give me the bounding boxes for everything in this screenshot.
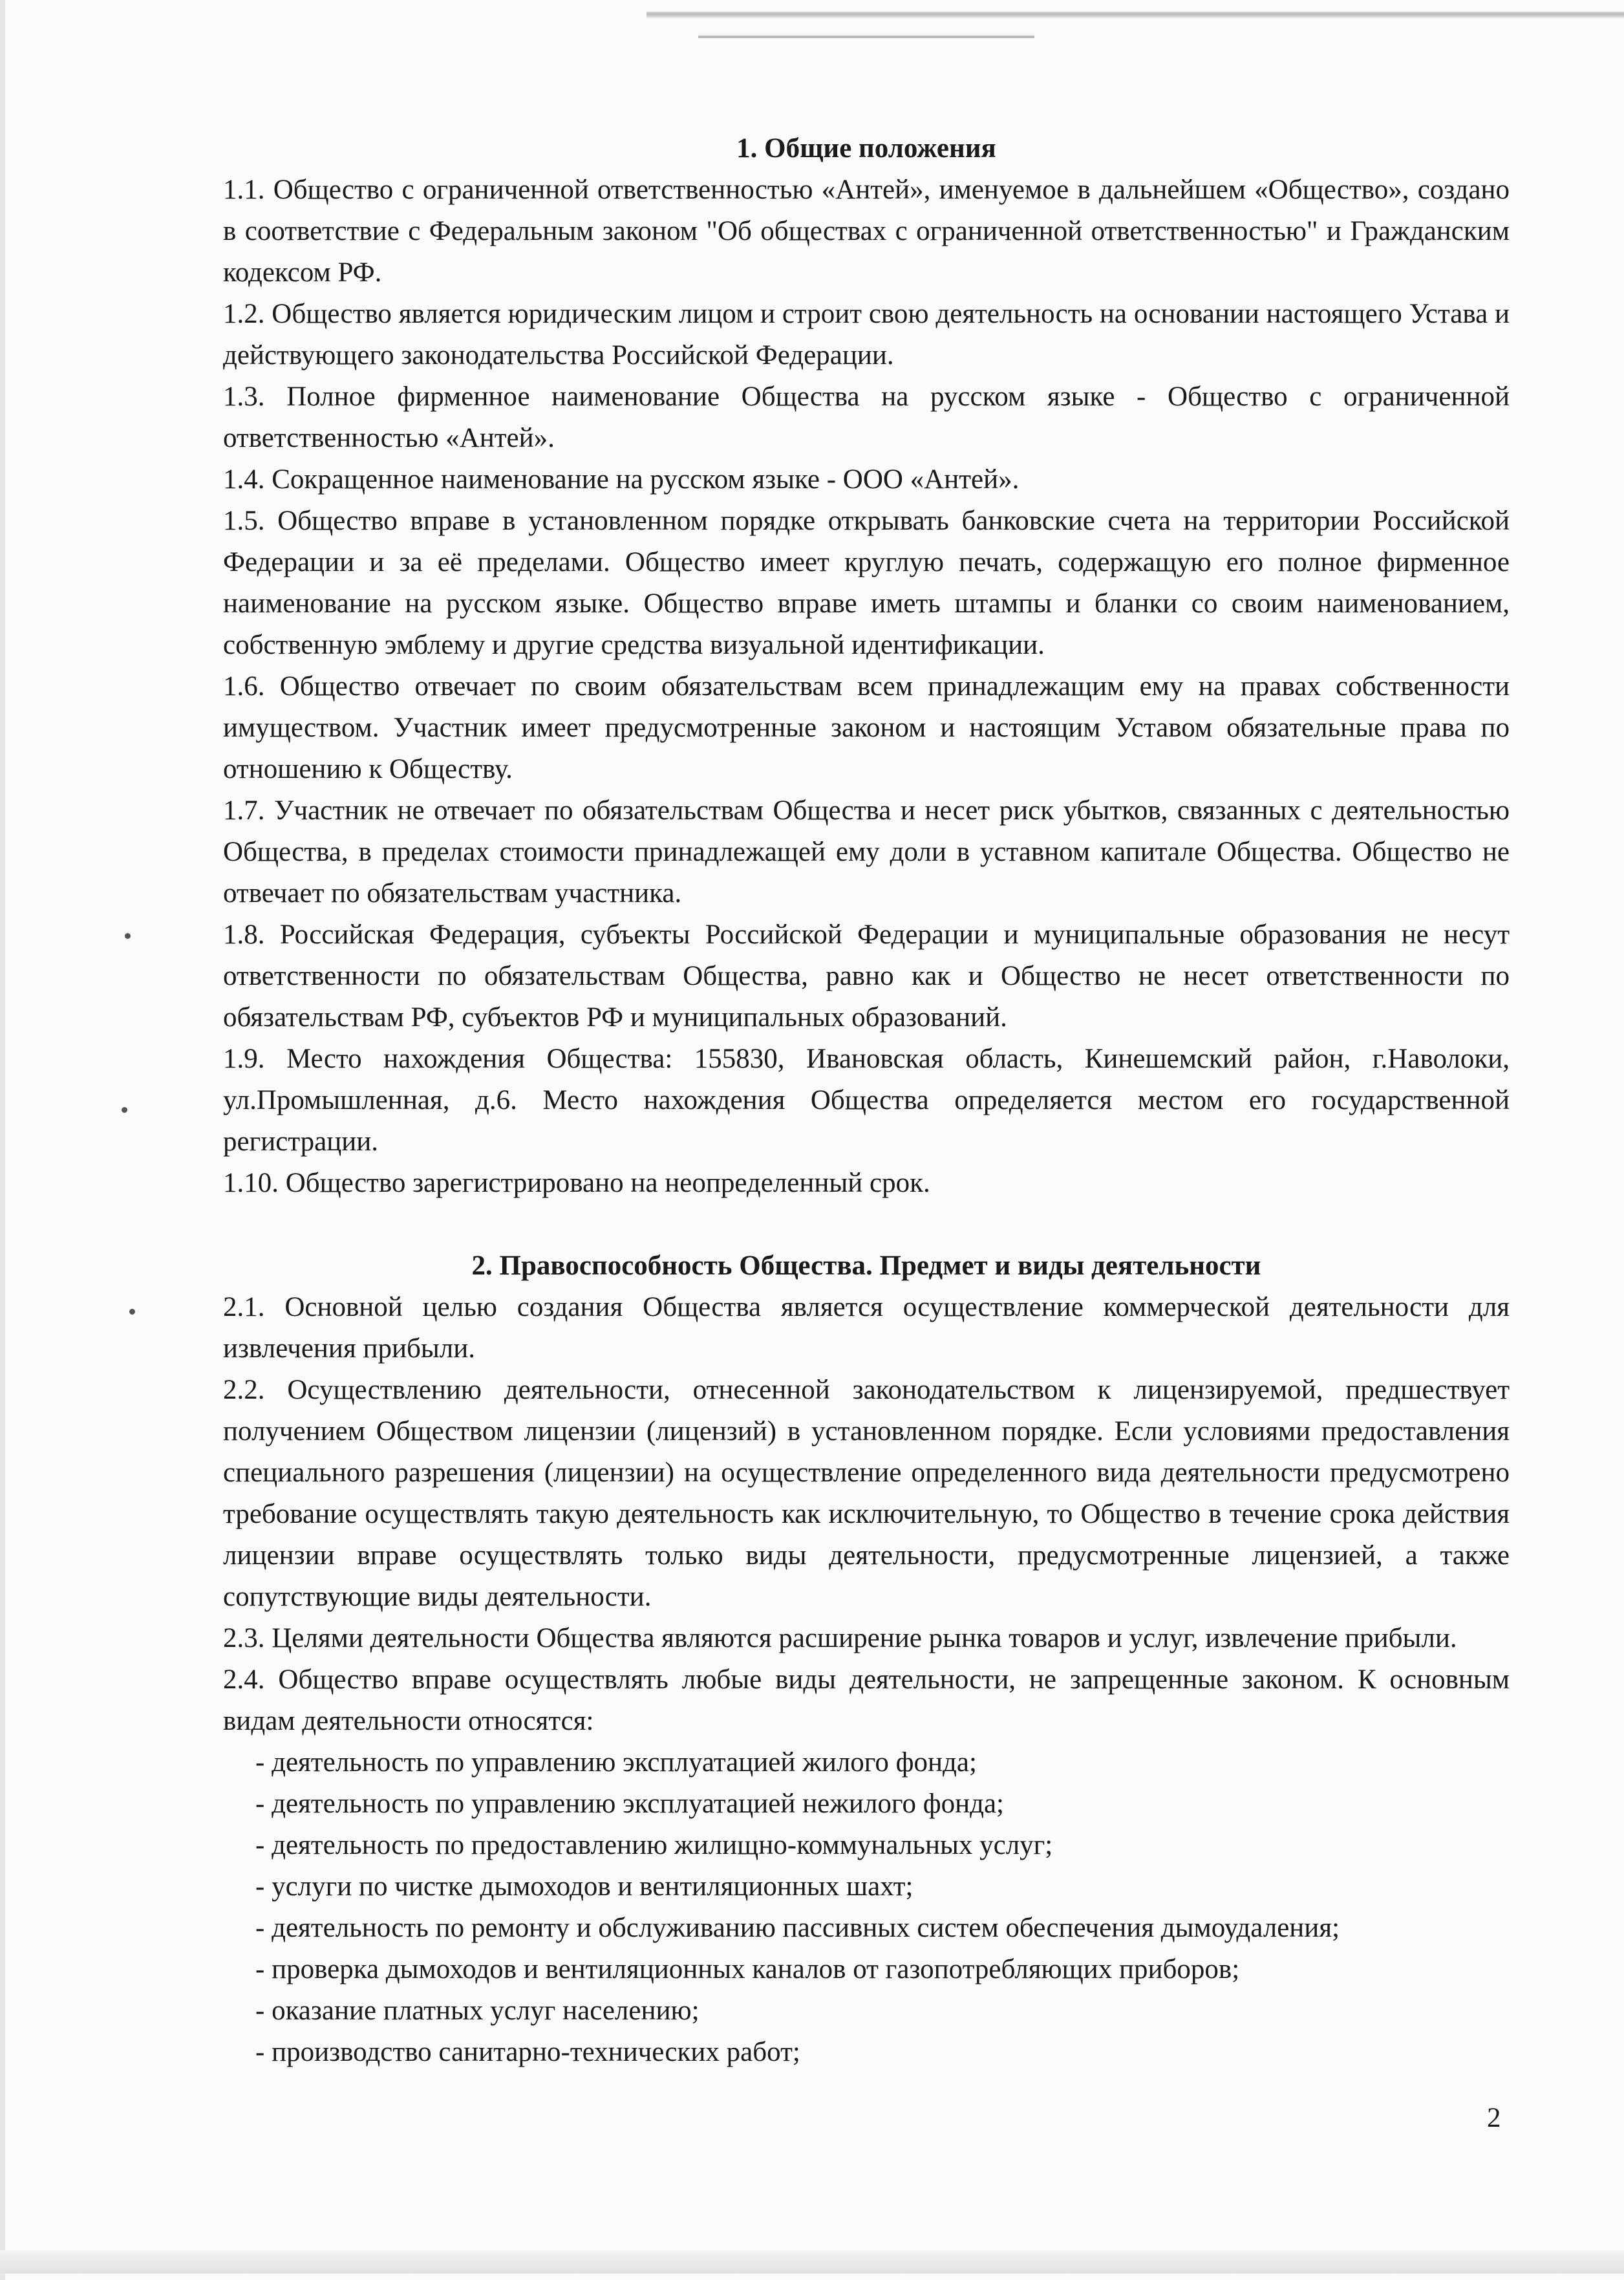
list-item: - деятельность по управлению эксплуатацией жилого фонда; xyxy=(255,1747,977,1778)
paragraph-1-4: 1.4. Сокращенное наименование на русском языке - ООО «Антей». xyxy=(223,464,1020,495)
paragraph-1-1: 1.1. Общество с ограниченной ответственностью «Антей», именуемое в дальнейшем «Общество», создано в соответствие с Федеральным законом "Об обществах с ограниченной ответственностью" и Гражданским кодексом РФ. xyxy=(223,175,1510,288)
section-1-title: 1. Общие положения xyxy=(736,133,996,164)
list-item: - деятельность по управлению эксплуатацией нежилого фонда; xyxy=(255,1789,1004,1819)
scan-top-edge xyxy=(646,12,1624,18)
paragraph-1-5: 1.5. Общество вправе в установленном порядке открывать банковские счета на территории Российской Федерации и за её пределами. Общество имеет круглую печать, содержащую его полное фирменное наименование на русском языке. Общество вправе иметь штампы и бланки со своим наименованием, собственную эмблему и другие средства визуальной идентификации. xyxy=(223,506,1510,660)
paragraph-2-2: 2.2. Осуществлению деятельности, отнесенной законодательством к лицензируемой, предшествует получением Обществом лицензии (лицензий) в установленном порядке. Если условиями предоставления специального разрешения (лицензии) на осуществление определенного вида деятельности предусмотрено требование осуществлять такую деятельность как исключительную, то Общество в течение срока действия лицензии вправе осуществлять только виды деятельности, предусмотренные лицензией, а также сопутствующие виды деятельности. xyxy=(223,1375,1510,1612)
paragraph-2-4: 2.4. Общество вправе осуществлять любые виды деятельности, не запрещенные законом. К основным видам деятельности относятся: xyxy=(223,1664,1510,1736)
activities-list xyxy=(223,1742,1510,2073)
list-item: - деятельность по предоставлению жилищно-коммунальных услуг; xyxy=(255,1830,1053,1860)
scan-bottom-edge xyxy=(0,2250,1624,2274)
list-item: - деятельность по ремонту и обслуживанию пассивных систем обеспечения дымоудаления; xyxy=(255,1913,1340,1943)
paragraph-1-8: 1.8. Российская Федерация, субъекты Российской Федерации и муниципальные образования не несут ответственности по обязательствам Общества, равно как и Общество не несет ответственности по обязательствам РФ, субъектов РФ и муниципальных образований. xyxy=(223,920,1510,1033)
list-item: - проверка дымоходов и вентиляционных каналов от газопотребляющих приборов; xyxy=(255,1954,1240,1984)
paragraph-2-3: 2.3. Целями деятельности Общества являются расширение рынка товаров и услуг, извлечение прибыли. xyxy=(223,1623,1457,1653)
list-item: - производство санитарно-технических работ; xyxy=(255,2037,800,2067)
paragraph-1-9: 1.9. Место нахождения Общества: 155830, Ивановская область, Кинешемский район, г.Наволоки, ул.Промышленная, д.6. Место нахождения Общества определяется местом его государственной регистрации. xyxy=(223,1044,1510,1157)
list-item: - оказание платных услуг населению; xyxy=(255,1995,700,2026)
list-item: - услуги по чистке дымоходов и вентиляционных шахт; xyxy=(255,1871,914,1902)
scan-top-mark xyxy=(698,36,1034,38)
paragraph-1-10: 1.10. Общество зарегистрировано на неопределенный срок. xyxy=(223,1168,930,1198)
document-body xyxy=(223,128,1510,2073)
punch-hole-mark xyxy=(125,933,131,939)
paragraph-1-7: 1.7. Участник не отвечает по обязательствам Общества и несет риск убытков, связанных с деятельностью Общества, в пределах стоимости принадлежащей ему доли в уставном капитале Общества. Общество не отвечает по обязательствам участника. xyxy=(223,795,1510,909)
page-number: 2 xyxy=(1487,2103,1501,2133)
punch-hole-mark xyxy=(122,1107,127,1113)
section-2-title: 2. Правоспособность Общества. Предмет и виды деятельности xyxy=(471,1251,1261,1281)
paragraph-1-2: 1.2. Общество является юридическим лицом и строит свою деятельность на основании настоящего Устава и действующего законодательства Российской Федерации. xyxy=(223,299,1510,371)
scan-edge xyxy=(0,0,5,2280)
paragraph-2-1: 2.1. Основной целью создания Общества является осуществление коммерческой деятельности для извлечения прибыли. xyxy=(223,1292,1510,1364)
punch-hole-mark xyxy=(129,1309,135,1315)
paragraph-1-3: 1.3. Полное фирменное наименование Общества на русском языке - Общество с ограниченной ответственностью «Антей». xyxy=(223,382,1510,453)
paragraph-1-6: 1.6. Общество отвечает по своим обязательствам всем принадлежащим ему на правах собственности имуществом. Участник имеет предусмотренные законом и настоящим Уставом обязательные права по отношению к Обществу. xyxy=(223,671,1510,784)
